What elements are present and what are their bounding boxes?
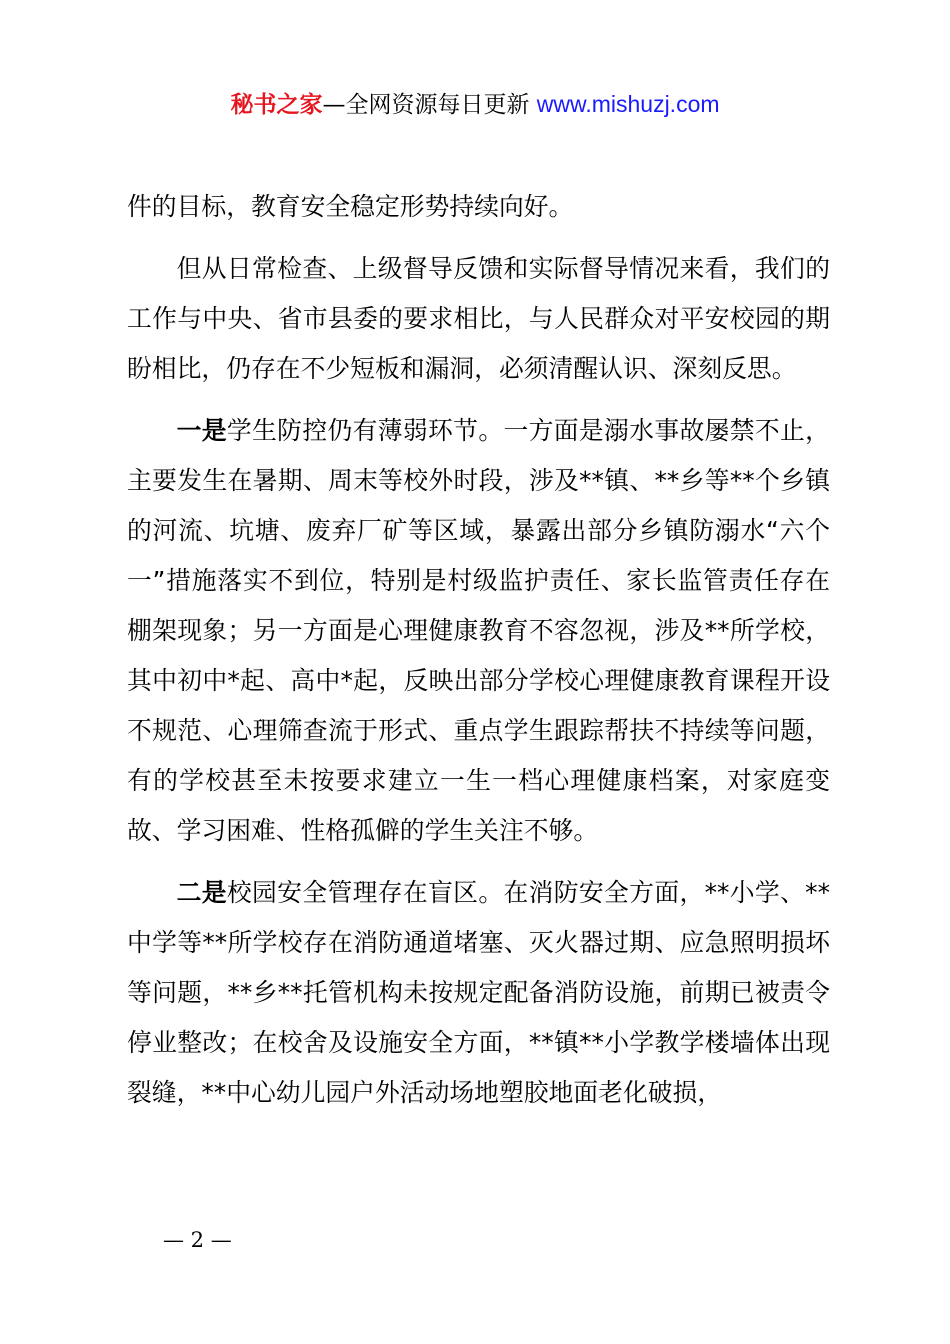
- site-header: [0, 86, 950, 123]
- paragraph-point-two: [127, 868, 830, 1118]
- paragraph-point-one: [127, 406, 830, 856]
- document-body: [127, 182, 830, 1130]
- site-brand: 秘书之家: [230, 92, 323, 118]
- paragraph-text: 学生防控仍有薄弱环节。一方面是溺水事故屡禁不止，主要发生在暑期、周末等校外时段，涉及**镇、**乡等**个乡镇的河流、坑塘、废弃厂矿等区域，暴露出部分乡镇防溺水“六个一”措施落实不到位，特别是村级监护责任、家长监管责任存在棚架现象；另一方面是心理健康教育不容忽视，涉及**所学校，其中初中*起、高中*起，反映出部分学校心理健康教育课程开设不规范、心理筛查流于形式、重点学生跟踪帮扶不持续等问题，有的学校甚至未按要求建立一生一档心理健康档案，对家庭变故、学习困难、性格孤僻的学生关注不够。: [127, 416, 830, 845]
- paragraph-continuation: [127, 182, 830, 232]
- site-url-link[interactable]: www.mishuzj.com: [536, 91, 720, 117]
- paragraph-assessment: [127, 244, 830, 394]
- paragraph-lead: 二是: [176, 878, 227, 907]
- paragraph-text: 校园安全管理存在盲区。在消防安全方面，**小学、**中学等**所学校存在消防通道堵塞、灭火器过期、应急照明损坏等问题，**乡**托管机构未按规定配备消防设施，前期已被责令停业整改；在校舍及设施安全方面，**镇**小学教学楼墙体出现裂缝，**中心幼儿园户外活动场地塑胶地面老化破损，: [127, 878, 830, 1107]
- paragraph-lead: 一是: [176, 416, 227, 445]
- page-number: — 2 —: [163, 1228, 232, 1252]
- site-tagline: —全网资源每日更新: [322, 92, 537, 118]
- paragraph-text: 件的目标，教育安全稳定形势持续向好。: [127, 192, 574, 221]
- paragraph-text: 但从日常检查、上级督导反馈和实际督导情况来看，我们的工作与中央、省市县委的要求相比，与人民群众对平安校园的期盼相比，仍存在不少短板和漏洞，必须清醒认识、深刻反思。: [127, 254, 830, 383]
